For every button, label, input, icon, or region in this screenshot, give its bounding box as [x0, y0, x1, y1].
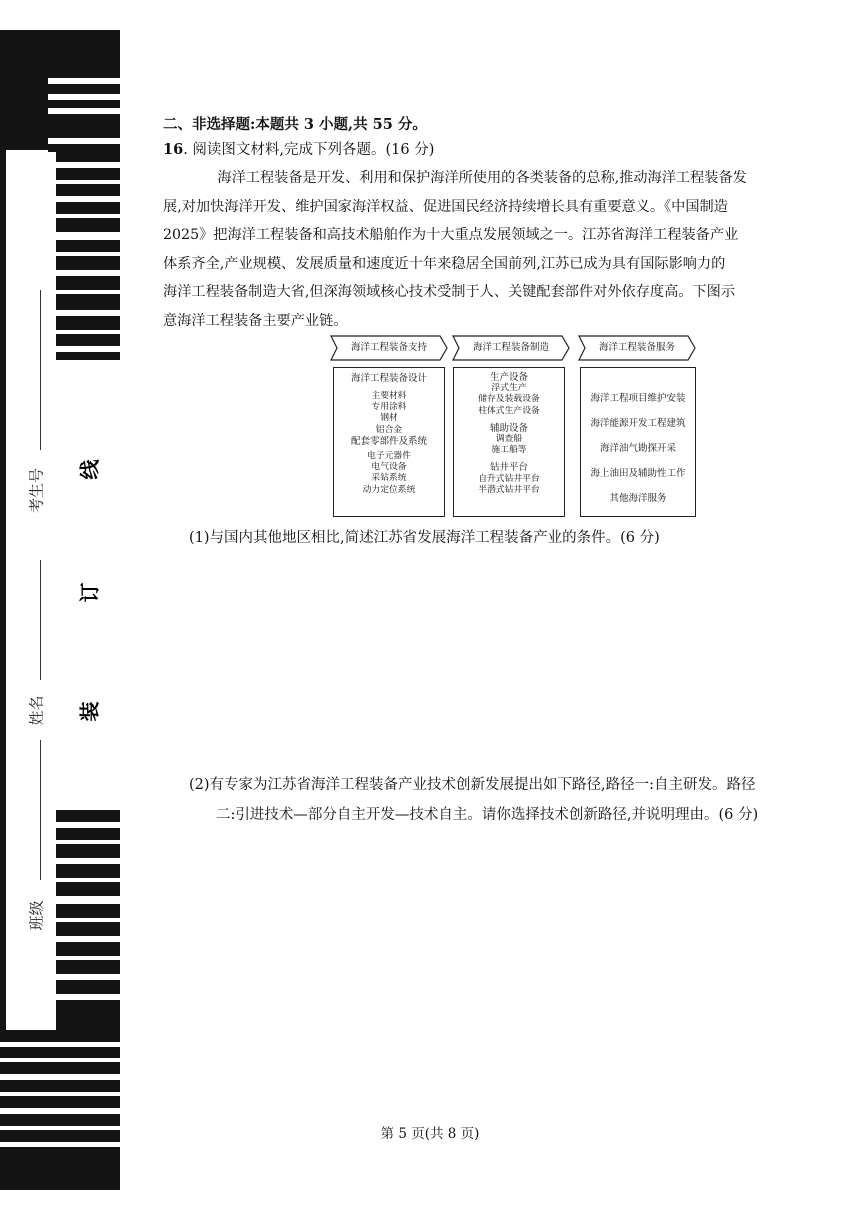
sub-question-2-line-1: (2)有专家为江苏省海洋工程装备产业技术创新发展提出如下路径,路径一:自主研发。路径	[189, 777, 756, 793]
stripe-gap	[56, 162, 120, 168]
stripe-gap	[0, 1108, 120, 1114]
item: 生产设备	[489, 372, 528, 383]
question-stem: . 阅读图文材料,完成下列各题。(16 分)	[183, 142, 435, 158]
exam-no-line[interactable]	[40, 290, 41, 450]
item: 辅助设备	[489, 422, 528, 434]
stripe-gap	[56, 310, 120, 316]
sub-question-2-line-2: 二:引进技术—部分自主开发—技术自主。请你选择技术创新路径,并说明理由。(6 分)	[216, 807, 759, 823]
binding-strip	[0, 0, 150, 1215]
item: 储存及装载设备	[478, 394, 540, 405]
header-support-label: 海洋工程装备支持	[350, 342, 427, 353]
material-line: 展,对加快海洋开发、维护国家海洋权益、促进国民经济持续增长具有重要意义。《中国制造	[163, 198, 728, 215]
material-line: 2025》把海洋工程装备和高技术船舶作为十大重点发展领域之一。江苏省海洋工程装备产业	[163, 227, 739, 243]
material-line: 海洋工程装备是开发、利用和保护海洋所使用的各类装备的总称,推动海洋工程装备发	[217, 170, 747, 186]
industry-chain-diagram	[330, 335, 700, 521]
header-support	[330, 335, 448, 361]
class-label: 班级	[27, 900, 46, 931]
column-support	[333, 367, 445, 517]
stripe-gap	[56, 232, 120, 240]
item: 海洋油气勘探开采	[599, 443, 676, 454]
item: 海洋能源开发工程建筑	[590, 418, 686, 429]
item: 海洋工程装备设计	[350, 373, 427, 384]
question-number: 16	[163, 141, 184, 158]
item: 柱体式生产设备	[478, 405, 540, 416]
stripe-gap	[0, 1058, 120, 1062]
item: 采钻系统	[371, 473, 407, 484]
stripe-gap	[0, 1074, 120, 1080]
question-16-stem	[163, 138, 434, 159]
material-line: 体系齐全,产业规模、发展质量和速度近十年来稳居全国前列,江苏已成为具有国际影响力的	[163, 255, 726, 272]
material-line: 意海洋工程装备主要产业链。	[163, 312, 348, 329]
sub-question-1: (1)与国内其他地区相比,简述江苏省发展海洋工程装备产业的条件。(6 分)	[189, 530, 660, 546]
stripe-gap	[56, 822, 120, 828]
name-label: 姓名	[27, 695, 46, 726]
item: 海上油田及辅助性工作	[590, 468, 686, 479]
item: 钢材	[380, 413, 398, 424]
section-title: 二、非选择题:本题共 3 小题,共 55 分。	[163, 116, 427, 133]
stripe-gap	[56, 214, 120, 218]
stripe-gap	[56, 840, 120, 844]
header-manufacture	[452, 335, 570, 361]
header-service-label: 海洋工程装备服务	[598, 342, 675, 353]
stripe-gap	[56, 936, 120, 942]
header-manufacture-label: 海洋工程装备制造	[472, 342, 549, 353]
item: 半潜式钻井平台	[478, 484, 540, 495]
stripe-gap	[56, 896, 120, 904]
name-line[interactable]	[40, 560, 41, 680]
question-16-material	[163, 164, 839, 335]
item: 浮式生产	[491, 383, 527, 394]
item: 铝合金	[375, 424, 403, 435]
item: 自升式钻井平台	[478, 473, 540, 484]
item: 电子元器件	[367, 451, 411, 462]
stripe-gap	[56, 330, 120, 334]
stripe-gap	[56, 346, 120, 352]
item: 电气设备	[371, 462, 407, 473]
item: 调查船	[495, 434, 523, 445]
stripe-gap	[0, 1092, 120, 1096]
page-number: 第 5 页(共 8 页)	[380, 1126, 480, 1142]
stripe-gap	[56, 974, 120, 980]
item: 施工船等	[491, 445, 527, 456]
item: 主要材料	[371, 391, 407, 401]
material-line: 海洋工程装备制造大省,但深海领域核心技术受制于人、关键配套部件对外依存度高。下图示	[163, 284, 736, 300]
stripe-gap	[56, 180, 120, 184]
stripe-gap	[0, 1142, 120, 1147]
class-line[interactable]	[40, 740, 41, 880]
line-mark: 线	[77, 459, 102, 480]
item: 专用涂料	[371, 402, 407, 413]
column-service	[580, 367, 696, 517]
stripe-gap	[56, 878, 120, 882]
item: 钻井平台	[489, 462, 528, 474]
stripe-gap	[56, 994, 120, 1000]
stripe-gap	[0, 1042, 120, 1047]
stripe-gap	[56, 252, 120, 256]
bind-mark: 订	[77, 582, 102, 603]
fold-mark: 装	[77, 701, 102, 722]
item: 配套零部件及系统	[350, 435, 427, 447]
item: 动力定位系统	[362, 484, 416, 495]
item: 其他海洋服务	[609, 493, 667, 504]
column-manufacture	[453, 367, 565, 517]
stripe-gap	[56, 290, 120, 294]
stripe-gap	[56, 196, 120, 202]
stripe-gap	[56, 956, 120, 960]
header-service	[578, 335, 696, 361]
item: 海洋工程项目维护安装	[590, 393, 686, 404]
stripe-gap	[56, 270, 120, 276]
exam-no-label: 考生号	[27, 468, 46, 514]
stripe-gap	[56, 918, 120, 922]
stripe-gap	[56, 858, 120, 864]
